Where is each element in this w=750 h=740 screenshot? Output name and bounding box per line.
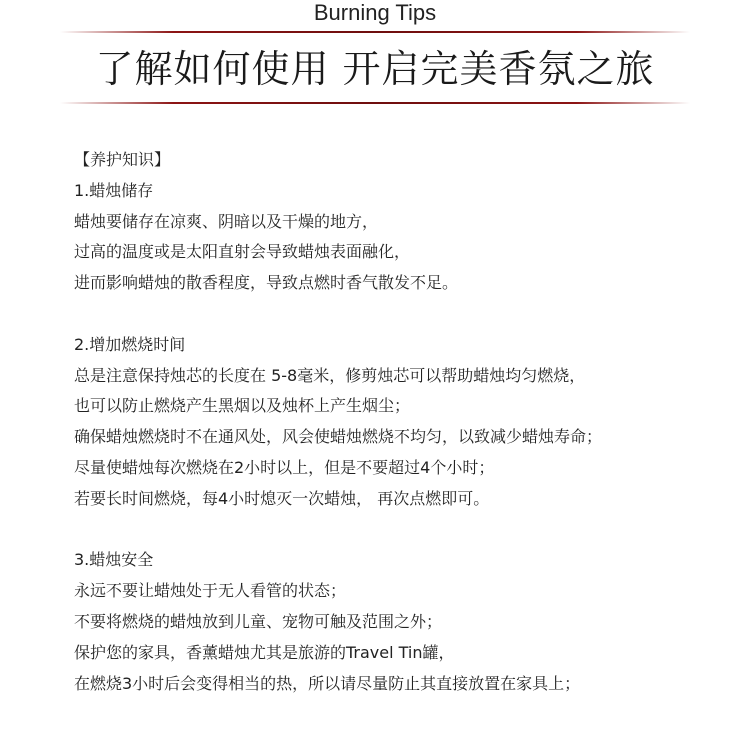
header-divider-bottom: [60, 102, 690, 104]
burn-time-line: 尽量使蜡烛每次燃烧在2小时以上，但是不要超过4个小时；: [74, 457, 495, 477]
storage-line: 蜡烛要储存在凉爽、阴暗以及干燥的地方，: [74, 211, 379, 231]
safety-line: 不要将燃烧的蜡烛放到儿童、宠物可触及范围之外；: [74, 611, 443, 631]
header-title-en: Burning Tips: [313, 0, 437, 25]
burn-time-line: 确保蜡烛燃烧时不在通风处，风会使蜡烛燃烧不均匀，以致减少蜡烛寿命；: [74, 427, 603, 447]
section-heading-burn-time: 2.增加燃烧时间: [74, 334, 186, 354]
header-title-cn: 了解如何使用 开启完美香氛之旅: [95, 47, 655, 91]
section-heading-safety: 3.蜡烛安全: [74, 550, 154, 570]
section-heading-storage: 1.蜡烛储存: [74, 180, 154, 200]
burn-time-line: 也可以防止燃烧产生黑烟以及烛杯上产生烟尘；: [74, 396, 411, 416]
burn-time-line: 若要长时间燃烧，每4小时熄灭一次蜡烛， 再次点燃即可。: [74, 488, 490, 508]
storage-line: 进而影响蜡烛的散香程度，导致点燃时香气散发不足。: [74, 273, 459, 293]
storage-line: 过高的温度或是太阳直射会导致蜡烛表面融化，: [74, 242, 411, 262]
section-spacer: [74, 515, 734, 546]
burn-time-line: 总是注意保持烛芯的长度在 5-8毫米，修剪烛芯可以帮助蜡烛均匀燃烧，: [74, 365, 586, 385]
section-spacer: [74, 299, 734, 330]
safety-line: 在燃烧3小时后会变得相当的热，所以请尽量防止其直接放置在家具上；: [74, 673, 581, 693]
safety-line: 保护您的家具，香薰蜡烛尤其是旅游的Travel Tin罐，: [74, 642, 455, 662]
section-label: 【养护知识】: [74, 150, 171, 169]
header-divider-top: [60, 31, 690, 33]
safety-line: 永远不要让蜡烛处于无人看管的状态；: [74, 581, 347, 601]
care-tips-content: [74, 145, 734, 699]
